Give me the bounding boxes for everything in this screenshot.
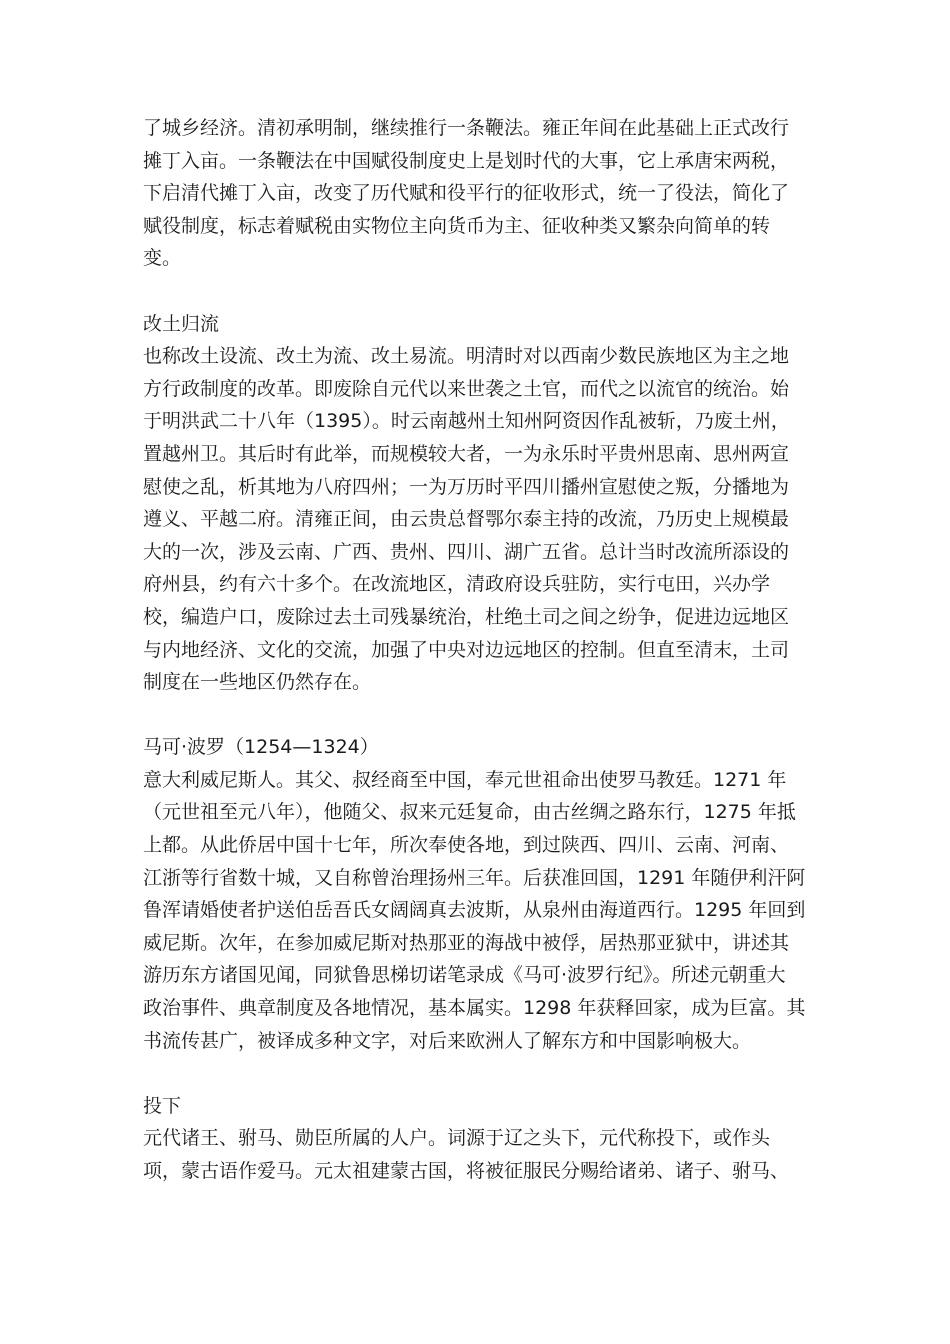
paragraph-line: 摊丁入亩。一条鞭法在中国赋役制度史上是划时代的大事，它上承唐宋两税， xyxy=(143,149,790,172)
paragraph-line: 府州县，约有六十多个。在改流地区，清政府设兵驻防，实行屯田，兴办学 xyxy=(143,573,771,596)
paragraph-line: 下启清代摊丁入亩，改变了历代赋和役平行的征收形式，统一了役法，简化了 xyxy=(143,182,790,205)
section-heading: 马可·波罗（1254—1324） xyxy=(143,736,379,759)
paragraph-line: 方行政制度的改革。即废除自元代以来世袭之土官，而代之以流官的统治。始 xyxy=(143,377,790,400)
section-marco-polo xyxy=(143,731,811,1057)
paragraph-line: 赋役制度，标志着赋税由实物位主向货币为主、征收种类又繁杂向简单的转 xyxy=(143,214,771,237)
paragraph-line: 了城乡经济。清初承明制，继续推行一条鞭法。雍正年间在此基础上正式改行 xyxy=(143,117,790,139)
paragraph-line: 书流传甚广，被译成多种文字，对后来欧洲人了解东方和中国影响极大。 xyxy=(143,1029,752,1052)
paragraph-line: 于明洪武二十八年（1395）。时云南越州土知州阿资因作乱被斩，乃废土州， xyxy=(143,410,790,433)
paragraph-line: 鲁浑请婚使者护送伯岳吾氏女阔阔真去波斯，从泉州由海道西行。1295 年回到 xyxy=(143,899,806,922)
paragraph-line: 江浙等行省数十城，又自称曾治理扬州三年。后获准回国，1291 年随伊利汗阿 xyxy=(143,866,806,889)
paragraph-line: 置越州卫。其后时有此举，而规模较大者，一为永乐时平贵州思南、思州两宣 xyxy=(143,442,790,465)
section-touxia xyxy=(143,1090,811,1188)
paragraph-line: 威尼斯。次年，在参加威尼斯对热那亚的海战中被俘，居热那亚狱中，讲述其 xyxy=(143,931,790,954)
section-tiaobianfa xyxy=(143,112,811,275)
section-gaituguiliu xyxy=(143,308,811,699)
paragraph-line: 政治事件、典章制度及各地情况，基本属实。1298 年获释回家，成为巨富。其 xyxy=(143,997,806,1020)
paragraph-line: 慰使之乱，析其地为八府四州；一为万历时平四川播州宣慰使之叛，分播地为 xyxy=(143,475,790,498)
paragraph-line: 也称改土设流、改土为流、改土易流。明清时对以西南少数民族地区为主之地 xyxy=(143,345,790,368)
paragraph-line: 校，编造户口，废除过去土司残暴统治，杜绝土司之间之纷争，促进边远地区 xyxy=(143,605,790,628)
paragraph-line: 变。 xyxy=(143,247,182,270)
paragraph-line: 大的一次，涉及云南、广西、贵州、四川、湖广五省。总计当时改流所添设的 xyxy=(143,540,790,563)
document-body xyxy=(143,112,811,1188)
section-gap xyxy=(143,1057,811,1090)
section-gap xyxy=(143,699,811,732)
section-heading: 投下 xyxy=(143,1094,182,1117)
paragraph-line: 元代诸王、驸马、勋臣所属的人户。词源于辽之头下，元代称投下，或作头 xyxy=(143,1127,771,1150)
paragraph-line: 项，蒙古语作爱马。元太祖建蒙古国，将被征服民分赐给诸弟、诸子、驸马、 xyxy=(143,1160,790,1182)
paragraph-line: 游历东方诸国见闻，同狱鲁思梯切诺笔录成《马可·波罗行纪》。所述元朝重大 xyxy=(143,964,786,987)
paragraph-line: 制度在一些地区仍然存在。 xyxy=(143,671,372,694)
paragraph-line: 与内地经济、文化的交流，加强了中央对边远地区的控制。但直至清末，土司 xyxy=(143,638,790,661)
paragraph-line: 遵义、平越二府。清雍正间，由云贵总督鄂尔泰主持的改流，乃历史上规模最 xyxy=(143,508,790,531)
section-gap xyxy=(143,275,811,308)
paragraph-line: （元世祖至元八年），他随父、叔来元廷复命，由古丝绸之路东行，1275 年抵 xyxy=(143,801,796,824)
section-heading: 改土归流 xyxy=(143,312,220,335)
paragraph-line: 意大利威尼斯人。其父、叔经商至中国，奉元世祖命出使罗马教廷。1271 年 xyxy=(143,768,787,791)
paragraph-line: 上都。从此侨居中国十七年，所次奉使各地，到过陕西、四川、云南、河南、 xyxy=(143,834,790,857)
